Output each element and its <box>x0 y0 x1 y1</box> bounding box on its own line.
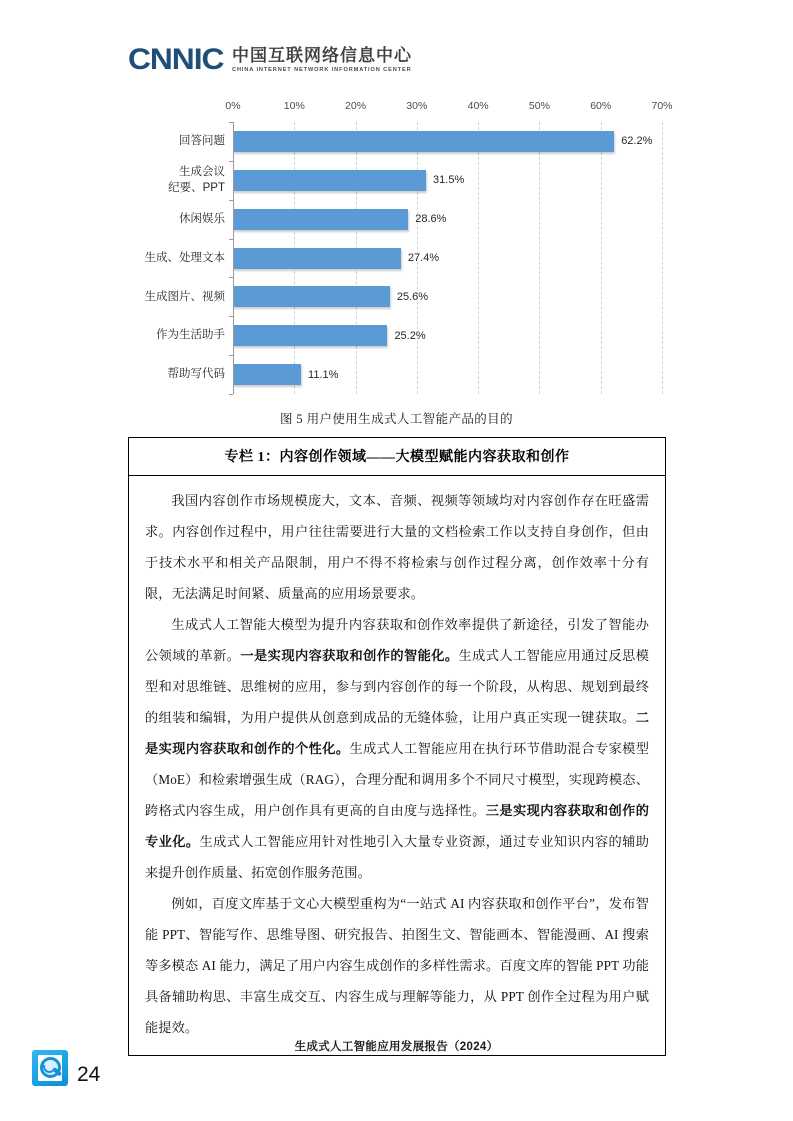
body-text: 我国内容创作市场规模庞大，文本、音频、视频等领域均对内容创作存在旺盛需求。内容创作过程中，用户往往需要进行大量的文档检索工作以支持自身创作，但由于技术水平和相关产品限制，用户不得不将检索与创作过程分离，创作效率十分有限，无法满足时间紧、质量高的应用场景要求。 <box>145 493 649 601</box>
chart-bar <box>233 209 408 230</box>
cnnic-logo-text <box>232 47 412 74</box>
bar-value-label: 25.6% <box>396 290 429 303</box>
page-number: 24 <box>77 1063 101 1086</box>
category-axis-tick <box>229 277 233 278</box>
bar-value-label: 31.5% <box>433 174 465 187</box>
chart-x-axis <box>132 100 673 122</box>
bar-chart <box>132 100 673 398</box>
figure-caption: 图 5 用户使用生成式人工智能产品的目的 <box>279 412 513 426</box>
chart-bar-row <box>132 325 666 346</box>
emphasis-text: 二是实现内容获取和创作的个性化。 <box>145 710 649 756</box>
magnifier-document-icon <box>32 1050 68 1086</box>
footer-report-title: 生成式人工智能应用发展报告（2024） <box>294 1041 499 1053</box>
bar-value-label: 28.6% <box>415 213 447 226</box>
chart-plot-area <box>132 122 666 394</box>
body-text: 生成式人工智能应用针对性地引入大量专业资源，通过专业知识内容的辅助来提升创作质量、拓宽创作服务范围。 <box>145 834 650 880</box>
chart-bar-row <box>132 165 666 195</box>
body-text: 生成式人工智能应用在执行环节借助混合专家模型（MoE）和检索增强生成（RAG），合理分配和调用多个不同尺寸模型，实现跨模态、跨格式内容生成，用户创作具有更高的自由度与选择性。 <box>145 741 650 818</box>
bar-value-label: 27.4% <box>407 252 440 264</box>
chart-bar-row <box>132 248 666 269</box>
chart-bar <box>233 325 387 346</box>
category-axis-tick <box>229 122 233 123</box>
body-text: 例如，百度文库基于文心大模型重构为“一站式 AI 内容获取和创作平台”，发布智能 PPT、智能写作、思维导图、研究报告、拍图生文、智能画本、智能漫画、AI 搜索等多模态 AI 能力，满足了用户内容生成创作的多样性需求。百度文库的智能 PPT 功能具备辅助构思、丰富生成交互、内容生成与理解等能力，从 PPT 创作全过程为用户赋能提效。 <box>145 896 649 1035</box>
x-axis-tick-label: 40% <box>467 100 489 112</box>
category-label: 休闲娱乐 <box>179 212 225 225</box>
bar-value-label: 25.2% <box>394 329 426 342</box>
category-axis-tick <box>229 355 233 356</box>
page-badge <box>32 1050 100 1086</box>
category-label: 生成会议 纪要、PPT <box>168 165 225 195</box>
category-axis-tick <box>229 200 233 201</box>
cnnic-logo-mark: CNNIC <box>128 43 224 76</box>
bar-value-label: 11.1% <box>308 368 339 381</box>
emphasis-text: 三是实现内容获取和创作的专业化。 <box>145 803 650 849</box>
document-header <box>128 38 412 82</box>
body-text: 生成式人工智能应用通过反思模型和对思维链、思维树的应用，参与到内容创作的每一个阶段，从构思、规划到最终的组装和编辑，为用户提供从创意到成品的无缝体验，让用户真正实现一键获取。 <box>145 648 649 725</box>
x-axis-tick-label: 60% <box>590 100 612 112</box>
feature-paragraph <box>145 888 649 1043</box>
chart-bar-row <box>132 209 666 230</box>
category-axis-tick <box>229 316 233 317</box>
chart-bar <box>233 364 301 385</box>
category-axis-tick <box>229 239 233 240</box>
feature-box-body <box>129 476 665 1055</box>
feature-box-title: 专栏 1：内容创作领域——大模型赋能内容获取和创作 <box>129 438 665 476</box>
category-label: 作为生活助手 <box>156 329 225 342</box>
chart-bar <box>233 131 614 152</box>
feature-paragraph <box>145 485 649 609</box>
x-axis-tick-label: 0% <box>225 100 241 112</box>
bar-value-label: 62.2% <box>621 135 653 148</box>
category-axis-tick <box>229 394 233 395</box>
chart-bar <box>233 286 390 307</box>
x-axis-tick-label: 20% <box>345 100 367 112</box>
x-axis-tick-label: 10% <box>283 100 305 112</box>
chart-bar-row <box>132 286 666 307</box>
chart-value-axis <box>233 122 234 394</box>
body-text: 生成式人工智能大模型为提升内容获取和创作效率提供了新途径，引发了智能办公领域的革新。 <box>145 617 649 663</box>
emphasis-text: 一是实现内容获取和创作的智能化。 <box>240 648 459 663</box>
x-axis-tick-label: 50% <box>528 100 550 112</box>
cnnic-logo-english: CHINA INTERNET NETWORK INFORMATION CENTER <box>232 67 412 74</box>
cnnic-logo-chinese: 中国互联网络信息中心 <box>232 45 412 65</box>
feature-paragraph <box>145 609 649 888</box>
chart-bar-row <box>132 364 666 385</box>
category-label: 生成、处理文本 <box>144 251 225 264</box>
x-axis-tick-label: 30% <box>406 100 428 112</box>
feature-box <box>128 437 666 1056</box>
x-axis-tick-label: 70% <box>651 100 673 112</box>
category-label: 帮助写代码 <box>167 368 225 381</box>
chart-bar-row <box>132 131 666 152</box>
category-label: 回答问题 <box>179 135 225 148</box>
category-label: 生成图片、视频 <box>144 290 225 303</box>
chart-bar <box>233 170 426 191</box>
category-axis-tick <box>229 161 233 162</box>
chart-bar <box>233 248 401 269</box>
